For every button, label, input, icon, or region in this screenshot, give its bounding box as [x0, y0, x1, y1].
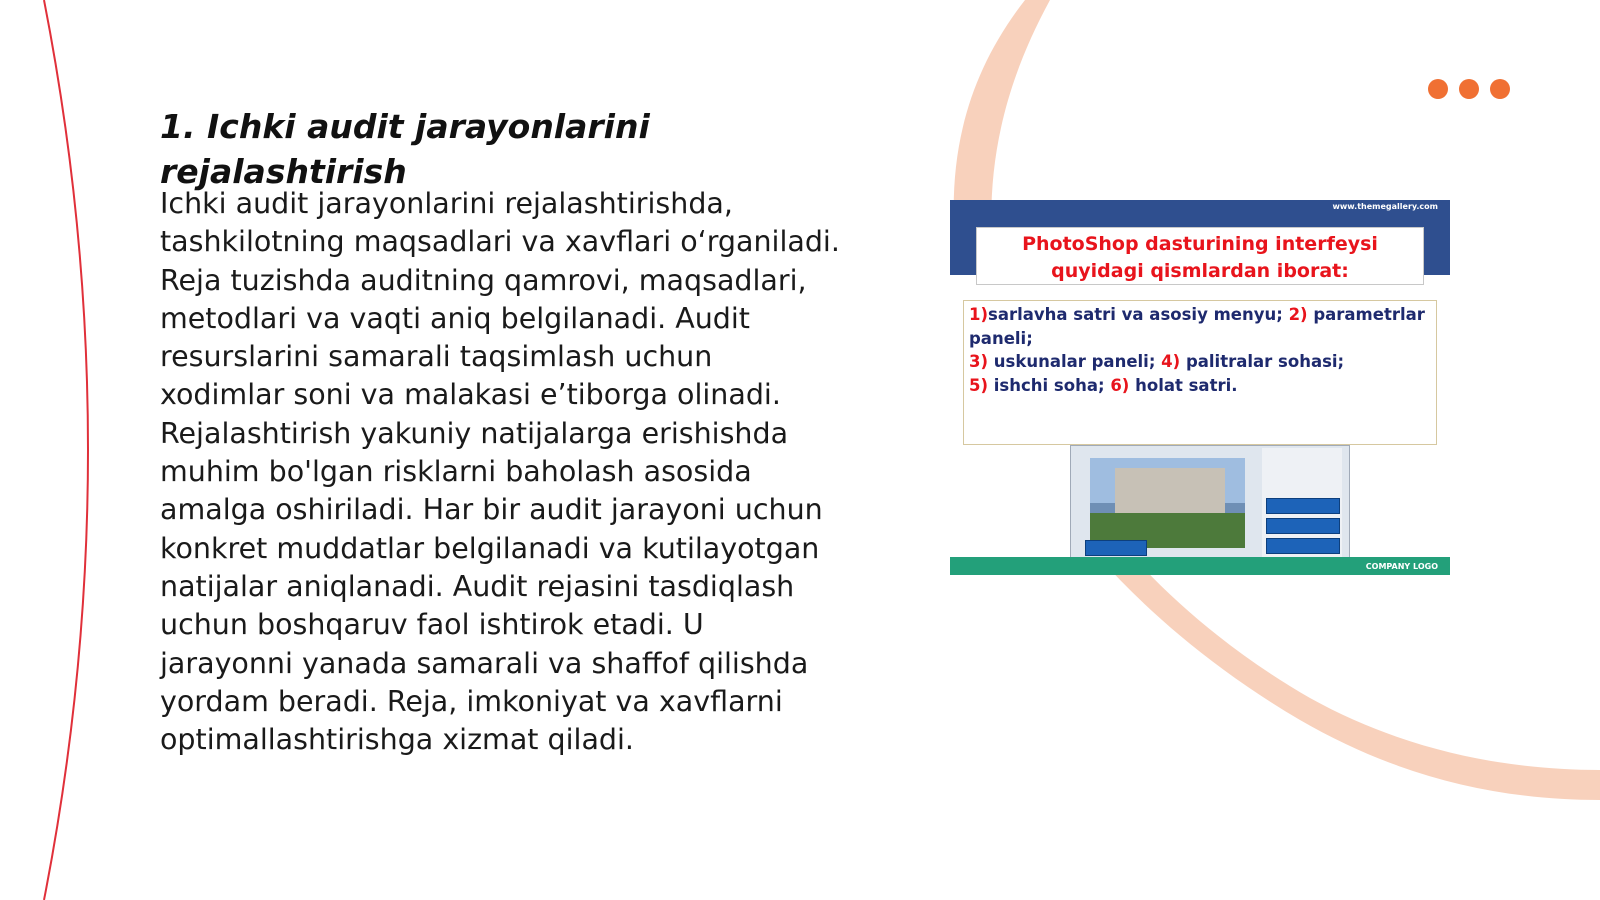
left-red-curve	[44, 0, 88, 900]
callout-box	[1085, 540, 1147, 556]
building-photo	[1090, 458, 1245, 548]
slide-item-list	[963, 300, 1437, 445]
dot	[1490, 79, 1510, 99]
embedded-slide-image	[950, 200, 1450, 575]
item-number: 1)	[969, 305, 989, 324]
slide-title: 1. Ichki audit jarayonlarini rejalashtirish	[160, 107, 650, 191]
dot	[1459, 79, 1479, 99]
item-text: uskunalar paneli;	[993, 352, 1156, 371]
company-logo-text: COMPANY LOGO	[1365, 562, 1438, 571]
more-dots-icon	[1428, 79, 1510, 99]
item-number: 4)	[1161, 352, 1181, 371]
dot	[1428, 79, 1448, 99]
item-text: holat satri.	[1135, 375, 1238, 395]
item-text: ishchi soha;	[993, 375, 1105, 395]
slide-heading: PhotoShop dasturining interfeysi quyidagi qismlardan iborat:	[976, 227, 1424, 285]
palette-column	[1262, 448, 1342, 558]
item-number: 2)	[1288, 305, 1308, 324]
item-text: palitralar sohasi;	[1185, 352, 1345, 371]
slide-url-text: www.themegallery.com	[1332, 202, 1438, 211]
item-text: parametrlar paneli;	[969, 305, 1425, 348]
item-number: 5)	[969, 375, 989, 395]
item-number: 6)	[1110, 375, 1130, 395]
item-text: sarlavha satri va asosiy menyu;	[988, 305, 1283, 324]
item-number: 3)	[969, 352, 989, 371]
body-paragraph: Ichki audit jarayonlarini rejalashtirishda, tashkilotning maqsadlari va xavflari o‘rganiladi. Reja tuzishda auditning qamrovi, maqsadlari, metodlari va vaqti aniq belgilanadi. Audit resurslarini samarali taqsimlash uchun xodimlar soni va malakasi e’tiborga olinadi. Rejalashtirish yakuniy natijalarga erishishda muhim bo'lgan risklarni baholash asosida amalga oshiriladi. Har bir audit jarayoni uchun konkret muddatlar belgilanadi va kutilayotgan natijalar aniqlanadi. Audit rejasini tasdiqlash uchun boshqaruv faol ishtirok etadi. U jarayonni yanada samarali va shaffof qilishda yordam beradi. Reja, imkoniyat va xavflarni optimallashtirishga xizmat qiladi.	[160, 187, 840, 757]
